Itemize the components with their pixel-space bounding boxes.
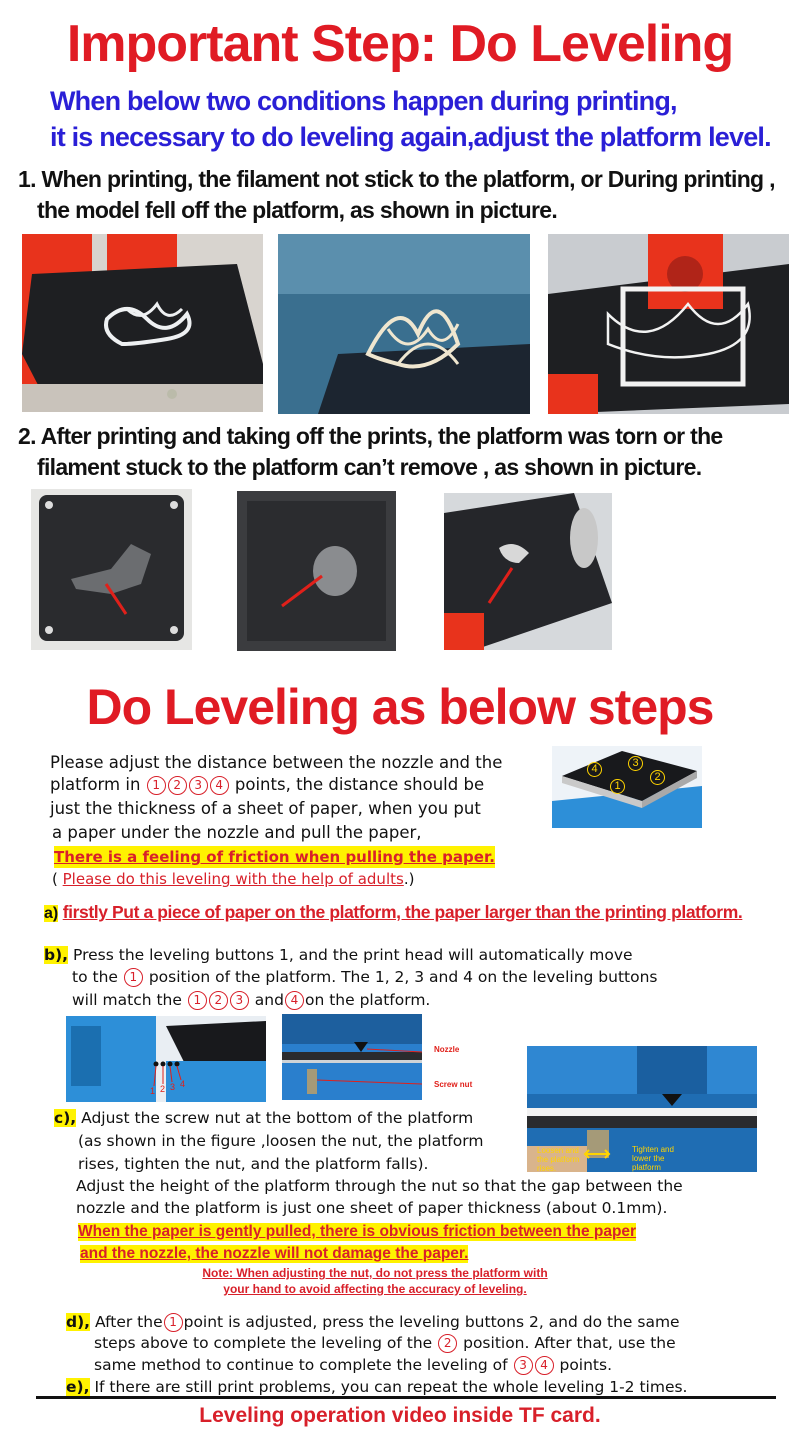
photo-filament-not-sticking-2 xyxy=(278,234,530,414)
step-d-label: d), xyxy=(66,1313,91,1331)
point-4-marker: 4 xyxy=(535,1356,554,1375)
step-d-line-2 xyxy=(94,1332,676,1354)
step-c-text-1: Adjust the screw nut at the bottom of the platform xyxy=(81,1109,474,1127)
step-d-line-1 xyxy=(66,1311,680,1333)
step-b-line-3-pre: will match the xyxy=(72,991,182,1009)
intro-line-2: it is necessary to do leveling again,adjust the platform level. xyxy=(50,122,771,152)
adult-note: Please do this leveling with the help of adults xyxy=(62,870,404,888)
adult-note-row xyxy=(52,868,414,890)
point-4-marker: 4 xyxy=(210,776,229,795)
condition-1-line-2: the model fell off the platform, as shown in picture. xyxy=(37,197,558,223)
photo-filament-not-sticking-3 xyxy=(548,234,789,414)
step-b-line-3 xyxy=(72,989,430,1011)
step-e-label: e), xyxy=(66,1378,90,1396)
friction-warning-line-1: When the paper is gently pulled, there is obvious friction between the paper xyxy=(78,1223,637,1240)
point-4-marker: 4 xyxy=(285,991,304,1010)
platform-point-2: 2 xyxy=(650,770,665,785)
step-c-line-1 xyxy=(54,1107,473,1129)
friction-note: There is a feeling of friction when pulling the paper. xyxy=(54,848,495,866)
photo-adjust-screw-nut xyxy=(527,1046,757,1172)
step-d-line-3-pre: same method to continue to complete the leveling of xyxy=(94,1356,508,1374)
step-c-line-4: Adjust the height of the platform through the nut so that the gap between the xyxy=(76,1177,683,1195)
adjust-line-4: a paper under the nozzle and pull the paper, xyxy=(52,823,422,842)
photo-torn-platform-1 xyxy=(31,489,192,650)
adult-note-open: ( xyxy=(52,870,58,888)
steps-title: Do Leveling as below steps xyxy=(86,679,714,735)
adjust-line-2-pre: platform in xyxy=(50,775,141,794)
step-e-text: If there are still print problems, you can repeat the whole leveling 1-2 times. xyxy=(94,1378,688,1396)
photo-torn-platform-2 xyxy=(237,491,396,651)
platform-point-1: 1 xyxy=(610,779,625,794)
adjust-line-2-post: points, the distance should be xyxy=(234,775,485,794)
button-label-2: 2 xyxy=(160,1084,166,1094)
step-e-line xyxy=(66,1376,688,1398)
screw-nut-label: Screw nut xyxy=(434,1080,473,1089)
point-1-marker: 1 xyxy=(188,991,207,1010)
button-label-3: 3 xyxy=(170,1082,176,1092)
note-line-1: Note: When adjusting the nut, do not press the platform with xyxy=(202,1266,548,1280)
step-c-line-2: (as shown in the figure ,loosen the nut, the platform xyxy=(78,1132,484,1150)
point-1-marker: 1 xyxy=(164,1313,183,1332)
step-b-label: b), xyxy=(44,946,69,964)
step-d-line-1-post: point is adjusted, press the leveling buttons 2, and do the same xyxy=(183,1313,680,1331)
footer-divider xyxy=(36,1396,776,1399)
step-b-line-2-pre: to the xyxy=(72,968,118,986)
loosen-label: Loosen and the platform rises. xyxy=(537,1146,580,1172)
step-b-text-1: Press the leveling buttons 1, and the print head will automatically move xyxy=(73,946,633,964)
step-d-line-2-post: position. After that, use the xyxy=(463,1334,676,1352)
button-label-1: 1 xyxy=(150,1086,156,1096)
page-title: Important Step: Do Leveling xyxy=(66,15,734,73)
photo-nozzle-screw-nut xyxy=(282,1014,422,1100)
condition-1-line-1: 1. When printing, the filament not stick to the platform, or During printing , xyxy=(18,166,775,192)
step-c-line-5: nozzle and the platform is just one sheet of paper thickness (about 0.1mm). xyxy=(76,1199,668,1217)
point-3-marker: 3 xyxy=(514,1356,533,1375)
adjust-line-1: Please adjust the distance between the nozzle and the xyxy=(50,753,503,772)
point-2-marker: 2 xyxy=(438,1334,457,1353)
point-3-marker: 3 xyxy=(230,991,249,1010)
step-a-row xyxy=(44,902,742,923)
platform-point-4: 4 xyxy=(587,762,602,777)
step-c-line-3: rises, tighten the nut, and the platform falls). xyxy=(78,1155,429,1173)
nozzle-label: Nozzle xyxy=(434,1045,460,1054)
intro-line-1: When below two conditions happen during printing, xyxy=(50,86,677,116)
photo-torn-platform-3 xyxy=(444,493,612,650)
point-2-marker: 2 xyxy=(168,776,187,795)
step-d-line-2-pre: steps above to complete the leveling of the xyxy=(94,1334,433,1352)
platform-point-3: 3 xyxy=(628,756,643,771)
adjust-line-3: just the thickness of a sheet of paper, when you put xyxy=(50,799,481,818)
adult-note-close: .) xyxy=(403,870,415,888)
platform-points-diagram xyxy=(552,746,702,828)
adjust-line-2 xyxy=(50,774,484,796)
step-b-line-2-post: position of the platform. The 1, 2, 3 and 4 on the leveling buttons xyxy=(148,968,658,986)
button-label-4: 4 xyxy=(180,1079,186,1089)
step-b-line-1 xyxy=(44,944,633,966)
point-2-marker: 2 xyxy=(209,991,228,1010)
step-d-line-3-post: points. xyxy=(559,1356,613,1374)
step-b-line-2 xyxy=(72,966,657,988)
step-c-label: c), xyxy=(54,1109,77,1127)
point-1-marker: 1 xyxy=(124,968,143,987)
friction-warning-line-2: and the nozzle, the nozzle will not damage the paper. xyxy=(80,1245,469,1262)
step-a-text: firstly Put a piece of paper on the platform, the paper larger than the printing platform. xyxy=(62,902,743,922)
note-line-2: your hand to avoid affecting the accuracy of leveling. xyxy=(223,1282,527,1296)
condition-2-line-1: 2. After printing and taking off the prints, the platform was torn or the xyxy=(18,423,723,449)
tighten-label: Tighten and lower the platform xyxy=(632,1145,674,1172)
photo-leveling-buttons xyxy=(66,1016,266,1102)
footer-note: Leveling operation video inside TF card. xyxy=(199,1404,601,1427)
condition-2-line-2: filament stuck to the platform can’t remove , as shown in picture. xyxy=(37,454,702,480)
step-b-line-3-post: on the platform. xyxy=(304,991,431,1009)
step-a-label: a) xyxy=(44,905,59,922)
point-1-marker: 1 xyxy=(147,776,166,795)
point-3-marker: 3 xyxy=(189,776,208,795)
step-d-line-3 xyxy=(94,1354,612,1376)
photo-filament-not-sticking-1 xyxy=(22,234,263,412)
step-d-line-1-pre: After the xyxy=(95,1313,163,1331)
step-b-line-3-and: and xyxy=(254,991,284,1009)
